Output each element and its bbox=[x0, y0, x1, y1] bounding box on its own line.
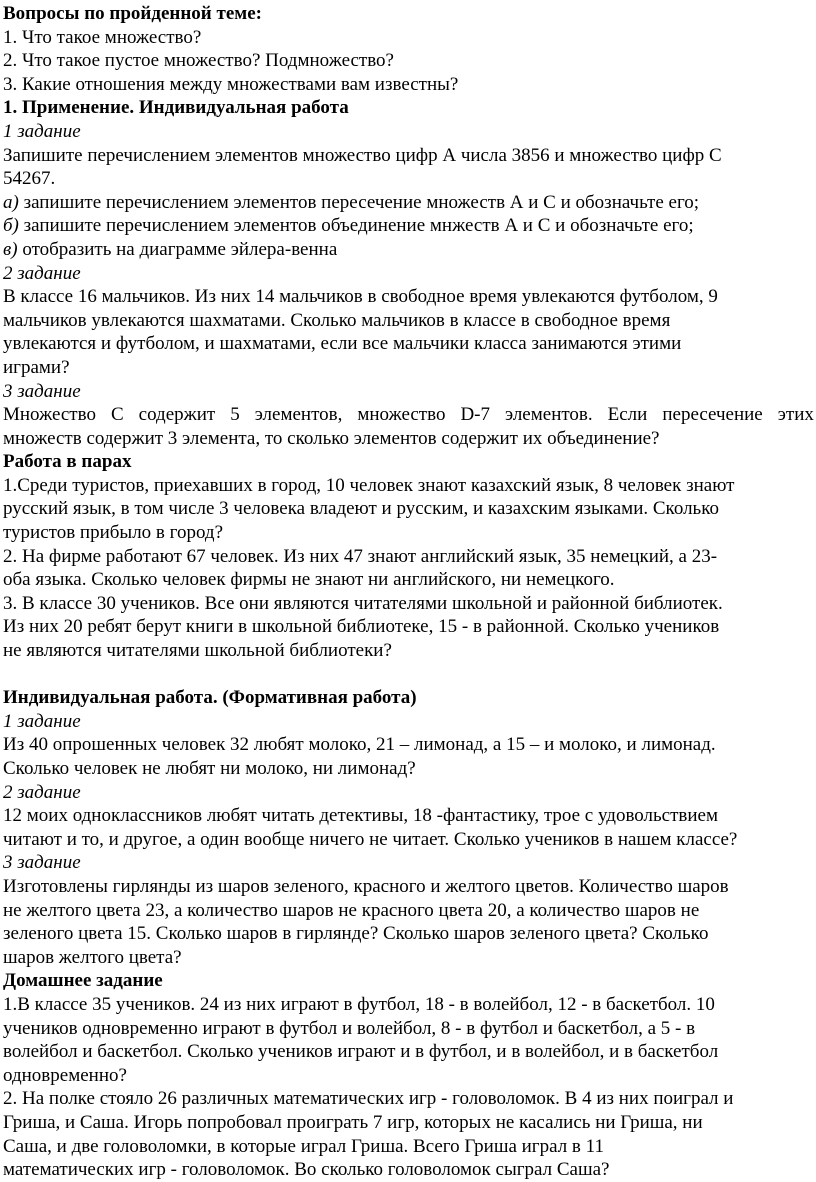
pair-1-text-line: туристов прибыло в город? bbox=[3, 522, 224, 544]
word: С bbox=[110, 404, 124, 426]
item-text: отобразить на диаграмме эйлера-венна bbox=[17, 238, 338, 260]
task-1-item-a bbox=[3, 191, 814, 215]
word: элементов. bbox=[505, 404, 593, 426]
formative-task-3-text-line: не желтого цвета 23, а количество шаров не красного цвета 20, а количество шаров не bbox=[3, 899, 700, 921]
homework-2-text-line: Саша, и две головоломки, в которые играл Гриша. Всего Гриша играл в 11 bbox=[3, 1135, 604, 1157]
formative-task-3-text-line: Изготовлены гирлянды из шаров зеленого, красного и желтого цветов. Количество шаров bbox=[3, 875, 729, 897]
task-2-label: 2 задание bbox=[3, 262, 81, 284]
homework-2-text-line: математических игр - головоломок. Во сколько головоломок сыграл Саша? bbox=[3, 1159, 610, 1181]
task-1-item-b bbox=[3, 214, 814, 238]
question-1: 1. Что такое множество? bbox=[3, 26, 202, 48]
task-1-text-line: 54267. bbox=[3, 168, 56, 190]
task-3-justified-line bbox=[3, 403, 814, 427]
heading-application: 1. Применение. Индивидуальная работа bbox=[3, 97, 349, 119]
formative-task-3-text-line: шаров желтого цвета? bbox=[3, 946, 182, 968]
question-3: 3. Какие отношения между множествами вам известны? bbox=[3, 73, 459, 95]
heading-homework: Домашнее задание bbox=[3, 970, 163, 992]
task-3-label: 3 задание bbox=[3, 380, 81, 402]
task-2-text-line: мальчиков увлекаются шахматами. Сколько мальчиков в классе в свободное время bbox=[3, 309, 671, 331]
task-3-text-line: множеств содержит 3 элемента, то сколько элементов содержит их объединение? bbox=[3, 427, 660, 449]
pair-3-text-line: 3. В классе 30 учеников. Все они являются читателями школьной и районной библиотек. bbox=[3, 592, 723, 614]
formative-task-3-text-line: зеленого цвета 15. Сколько шаров в гирлянде? Сколько шаров зеленого цвета? Сколько bbox=[3, 923, 709, 945]
homework-2-text-line: Гриша, и Саша. Игорь попробовал проиграть 7 игр, которых не касались ни Гриша, ни bbox=[3, 1111, 703, 1133]
heading-questions: Вопросы по пройденной теме: bbox=[3, 3, 262, 24]
homework-1-text-line: 1.В классе 35 учеников. 24 из них играют в футбол, 18 - в волейбол, 12 - в баскетбол. 10 bbox=[3, 993, 715, 1015]
word: множество bbox=[357, 404, 446, 426]
formative-task-2-text-line: 12 моих одноклассников любят читать детективы, 18 -фантастику, трое с удовольствием bbox=[3, 805, 719, 827]
word: пересечение bbox=[662, 404, 763, 426]
word: Если bbox=[607, 404, 648, 426]
formative-task-2-text-line: читают и то, и другое, а один вообще ничего не читает. Сколько учеников в нашем классе? bbox=[3, 828, 738, 850]
item-marker: б) bbox=[3, 215, 19, 237]
pair-1-text-line: 1.Среди туристов, приехавших в город, 10 человек знают казахский язык, 8 человек знают bbox=[3, 474, 735, 496]
formative-task-2-label: 2 задание bbox=[3, 781, 81, 803]
question-2: 2. Что такое пустое множество? Подмножество? bbox=[3, 50, 394, 72]
pair-2-text-line: оба языка. Сколько человек фирмы не знают ни английского, ни немецкого. bbox=[3, 569, 615, 591]
formative-task-1-text-line: Из 40 опрошенных человек 32 любят молоко, 21 – лимонад, а 15 – и молоко, и лимонад. bbox=[3, 734, 716, 756]
task-2-text-line: увлекаются и футболом, и шахматами, если все мальчики класса занимаются этими bbox=[3, 333, 682, 355]
homework-1-text-line: одновременно? bbox=[3, 1064, 127, 1086]
blank-line bbox=[3, 663, 814, 687]
pair-3-text-line: Из них 20 ребят берут книги в школьной библиотеке, 15 - в районной. Сколько учеников bbox=[3, 616, 720, 638]
task-2-text-line: играми? bbox=[3, 356, 70, 378]
pair-2-text-line: 2. На фирме работают 67 человек. Из них 47 знают английский язык, 35 немецкий, а 23- bbox=[3, 545, 718, 567]
heading-formative: Индивидуальная работа. (Формативная работа) bbox=[3, 687, 417, 709]
item-marker: а) bbox=[3, 191, 19, 213]
formative-task-3-label: 3 задание bbox=[3, 852, 81, 874]
word: 5 bbox=[230, 404, 240, 426]
task-1-item-c bbox=[3, 238, 814, 262]
task-1-label: 1 задание bbox=[3, 120, 81, 142]
pair-1-text-line: русский язык, в том числе 3 человека владеют и русским, и казахским языками. Сколько bbox=[3, 498, 719, 520]
item-marker: в) bbox=[3, 238, 18, 260]
word: Множество bbox=[3, 404, 96, 426]
item-text: запишите перечислением элементов объединение мнжеств А и С и обозначьте его; bbox=[18, 215, 694, 237]
task-1-text-line: Запишите перечислением элементов множество цифр А числа 3856 и множество цифр С bbox=[3, 144, 722, 166]
formative-task-1-label: 1 задание bbox=[3, 710, 81, 732]
task-2-text-line: В классе 16 мальчиков. Из них 14 мальчиков в свободное время увлекаются футболом, 9 bbox=[3, 286, 718, 308]
word: этих bbox=[777, 404, 814, 426]
item-text: запишите перечислением элементов пересечение множеств А и С и обозначьте его; bbox=[18, 191, 700, 213]
word: элементов, bbox=[254, 404, 343, 426]
heading-pairs: Работа в парах bbox=[3, 451, 132, 473]
pair-3-text-line: не являются читателями школьной библиотеки? bbox=[3, 640, 392, 662]
homework-1-text-line: учеников одновременно играют в футбол и волейбол, 8 - в футбол и баскетбол, а 5 - в bbox=[3, 1017, 696, 1039]
homework-1-text-line: волейбол и баскетбол. Сколько учеников играют и в футбол, и в волейбол, и в баскетбол bbox=[3, 1041, 719, 1063]
homework-2-text-line: 2. На полке стояло 26 различных математических игр - головоломок. В 4 из них поиграл и bbox=[3, 1088, 734, 1110]
word: D-7 bbox=[460, 404, 491, 426]
word: содержит bbox=[138, 404, 216, 426]
formative-task-1-text-line: Сколько человек не любят ни молоко, ни лимонад? bbox=[3, 758, 416, 779]
